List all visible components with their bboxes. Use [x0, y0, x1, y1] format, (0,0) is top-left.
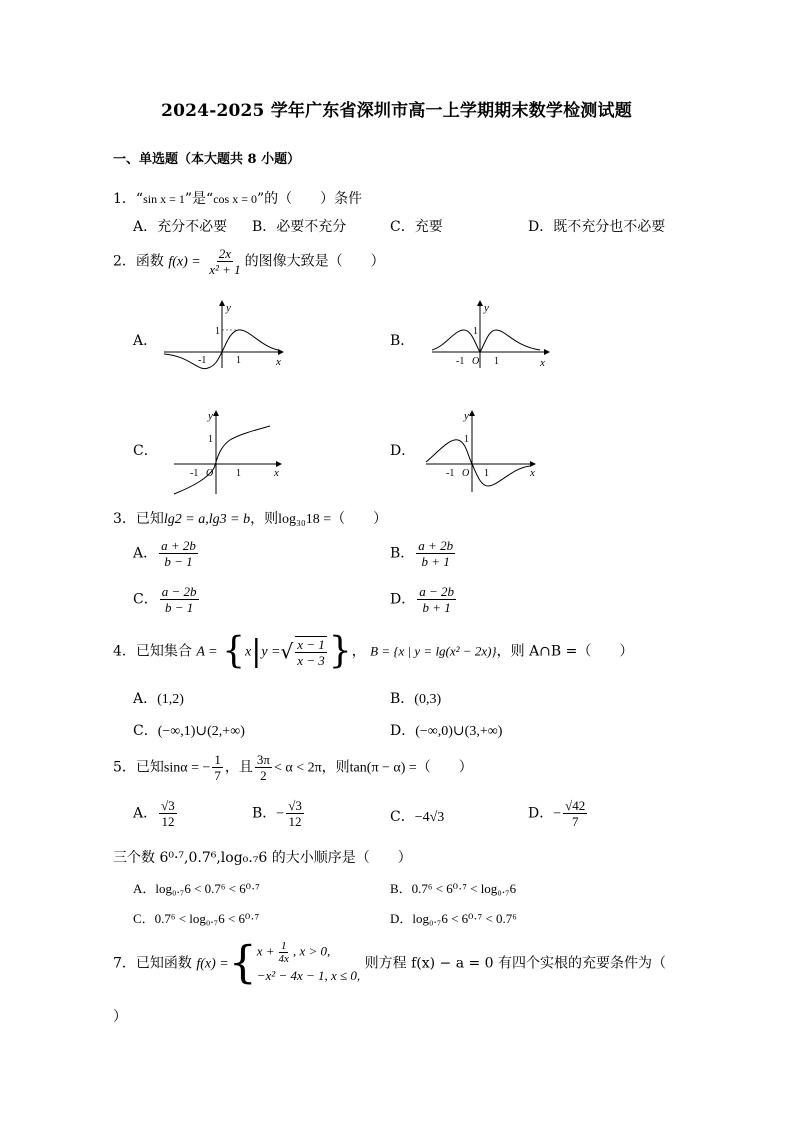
page-title: 2024-2025 学年广东省深圳市高一上学期期末数学检测试题	[161, 101, 632, 121]
q4-sep: ，	[351, 643, 366, 660]
section-heading: 一、单选题（本大题共 8 小题）	[113, 152, 301, 167]
q7-piece-1	[257, 940, 360, 965]
q5-given-frac	[212, 752, 223, 783]
q4-right-brace: }	[328, 630, 352, 672]
question-3	[113, 508, 387, 528]
graph-a-x-arrow	[278, 349, 284, 355]
q2-fx: f(x) =	[168, 254, 201, 270]
q1-stem-b: ”是“	[184, 191, 214, 207]
q5-range-frac	[255, 752, 272, 783]
q3-d-label: D．	[390, 591, 416, 608]
graph-d-tick-1x: 1	[484, 468, 489, 479]
q2-lead: 函数	[135, 253, 164, 270]
q4-setB: B = {x | y = lg(x² − 2x)}	[370, 643, 497, 659]
q2-tail: 的图像大致是（ ）	[244, 253, 385, 270]
q3-given: lg2 = a,lg3 = b	[163, 512, 251, 527]
q6-option-b[interactable]: B．0.7⁶ < 6⁰·⁷ < log₀.₇6	[390, 881, 517, 896]
graph-b	[428, 296, 558, 371]
q2-option-d[interactable]: D．	[390, 443, 416, 459]
q4-a-value: (1,2)	[157, 692, 184, 707]
q4-stem: 已知集合	[135, 643, 192, 660]
q3-option-b[interactable]	[390, 538, 457, 569]
q3-c-frac	[160, 584, 199, 615]
graph-b-tick-1x: 1	[494, 356, 499, 367]
q4-c-label: C．	[133, 723, 158, 739]
q5-option-d[interactable]	[528, 798, 589, 829]
q5-b-frac	[286, 798, 304, 829]
q2-number: 2．	[113, 253, 136, 270]
graph-d-tick-1y: 1	[464, 434, 469, 445]
graph-a-curve	[164, 330, 278, 369]
q3-stem: 已知	[135, 511, 164, 527]
graph-b-tick-m1: -1	[456, 356, 465, 367]
q5-d-den: 7	[571, 814, 579, 829]
q5-b-num: √3	[288, 798, 302, 813]
graph-b-origin: O	[472, 356, 480, 367]
q3-c-label: C．	[133, 591, 158, 608]
q1-stem-a: “	[135, 191, 144, 207]
q2-option-a[interactable]: A．	[133, 333, 158, 349]
q4-tail: ，则 A∩B =（ ）	[496, 643, 634, 660]
q1-sinx: sin x = 1	[143, 192, 185, 206]
q7-pieces	[257, 940, 360, 987]
graph-a-y-arrow	[219, 300, 225, 306]
q2-option-b[interactable]: B．	[390, 333, 415, 349]
q5-range-den: 2	[260, 768, 267, 783]
q4-c-value: (−∞,1)∪(2,+∞)	[157, 724, 245, 739]
q7-piece1-den: 4x	[278, 953, 289, 965]
q5-c-value: −4√3	[414, 810, 445, 825]
graph-a-y-label: y	[226, 302, 231, 314]
graph-b-curve	[432, 330, 540, 352]
graph-d	[422, 406, 546, 498]
q4-b-label: B．	[390, 691, 415, 707]
q5-option-c[interactable]	[390, 806, 444, 826]
q2-option-c[interactable]: C．	[133, 443, 158, 459]
q5-expr: tan(π − α) =	[349, 760, 417, 776]
q3-tail: （ ）	[331, 511, 388, 527]
q6-option-c[interactable]: C．0.7⁶ < log₀.₇6 < 6⁰·⁷	[133, 911, 260, 926]
q5-stem: 已知	[135, 759, 164, 776]
q3-b-frac	[416, 538, 455, 569]
q2-numerator: 2x	[218, 246, 232, 261]
graph-a	[160, 296, 290, 371]
question-5	[113, 752, 473, 783]
q7-piece1-frac	[277, 940, 291, 965]
graph-c-origin: O	[206, 468, 214, 479]
graph-c-x-label: x	[274, 467, 279, 479]
graph-c-y-label: y	[208, 410, 213, 422]
q5-given-den: 7	[214, 768, 221, 783]
graph-c-tick-1x: 1	[236, 468, 241, 479]
q3-d-den: b + 1	[422, 600, 451, 615]
q4-option-d[interactable]	[390, 720, 502, 740]
q1-option-b[interactable]: B．必要不充分	[252, 219, 347, 235]
graph-c-curve	[174, 426, 270, 494]
q3-log: log₃₀18 =	[278, 512, 332, 527]
q5-option-b[interactable]	[252, 798, 306, 829]
q5-given: sinα = −	[163, 760, 211, 776]
q5-a-num: √3	[161, 798, 175, 813]
question-6: 三个数 6⁰·⁷,0.7⁶,log₀.₇6 的大小顺序是（ ）	[113, 850, 412, 866]
q3-d-num: a − 2b	[419, 584, 455, 599]
graph-c	[170, 406, 290, 498]
q5-tail: （ ）	[416, 759, 473, 776]
q5-b-label: B．	[252, 805, 277, 822]
q7-piece1-b: , x > 0,	[292, 943, 331, 959]
q3-a-den: b − 1	[164, 554, 193, 569]
q1-option-a[interactable]: A．充分不必要	[133, 219, 228, 235]
q7-brace: {	[228, 937, 257, 989]
q5-c-label: C．	[390, 809, 415, 825]
question-7	[113, 937, 667, 989]
q4-setA-frac	[295, 636, 327, 668]
q4-b-value: (0,3)	[414, 692, 442, 707]
q5-and: ，且	[224, 759, 253, 776]
question-4: 4．已知集合 A = {x|y =√ $\frac{x - 1}{x - 3}$ }， B = {x | y = lg(x² − 2x)}，则 A∩B =（ ）	[113, 630, 634, 672]
graph-a-tick-m1: -1	[198, 355, 207, 366]
graph-a-x-label: x	[276, 356, 281, 368]
q3-b-den: b + 1	[421, 554, 450, 569]
q7-piece1-a: x +	[256, 943, 275, 959]
q3-then: ，则	[250, 511, 279, 527]
q1-option-c[interactable]: C．充要	[390, 219, 443, 235]
q3-a-num: a + 2b	[161, 538, 196, 553]
q1-stem-c: ”的（ ）条件	[256, 191, 363, 207]
q5-then: ，则	[321, 759, 350, 776]
q4-setA-y: y =	[261, 644, 281, 660]
q7-stem: 已知函数	[135, 955, 192, 972]
q4-setA-den: x − 3	[297, 652, 325, 668]
q4-setA-x: x	[244, 644, 252, 660]
q7-piece-2: −x² − 4x − 1, x ≤ 0,	[256, 968, 361, 983]
graph-b-x-label: x	[540, 357, 545, 369]
q5-a-den: 12	[161, 814, 175, 829]
q4-option-c[interactable]	[133, 720, 245, 740]
graph-b-y-label: y	[484, 302, 489, 314]
graph-b-tick-1y: 1	[473, 326, 478, 337]
q5-b-den: 12	[288, 814, 302, 829]
q5-a-label: A．	[133, 805, 158, 822]
q3-b-num: a + 2b	[418, 538, 454, 553]
q5-given-num: 1	[214, 752, 221, 767]
graph-a-tick-1x: 1	[236, 355, 241, 366]
graph-d-y-arrow	[469, 410, 475, 416]
q3-d-frac	[417, 584, 456, 615]
q3-option-a[interactable]	[133, 538, 200, 569]
graph-d-y-label: y	[464, 410, 469, 422]
q7-number: 7．	[113, 955, 136, 972]
q5-d-num: √42	[565, 798, 586, 813]
q2-denominator: x² + 1	[209, 262, 241, 277]
graph-d-origin: O	[462, 468, 470, 479]
q5-d-label: D．	[528, 805, 554, 822]
graph-d-x-label: x	[530, 467, 535, 479]
q7-tail: 则方程 f(x) − a = 0 有四个实根的充要条件为（	[364, 955, 667, 972]
q3-b-label: B．	[390, 545, 415, 562]
graph-c-y-arrow	[213, 410, 219, 416]
q2-fraction	[207, 246, 242, 277]
q5-d-frac	[563, 798, 587, 829]
graph-d-tick-m1: -1	[446, 468, 455, 479]
q7-close-paren: ）	[113, 1009, 127, 1025]
q6-option-d[interactable]: D．log₀.₇6 < 6⁰·⁷ < 0.7⁶	[390, 911, 517, 926]
q6-option-a[interactable]: A．log₀.₇6 < 0.7⁶ < 6⁰·⁷	[133, 881, 260, 896]
q1-cosx: cos x = 0	[213, 192, 257, 206]
q4-d-label: D．	[390, 723, 416, 739]
q5-number: 5．	[113, 759, 136, 776]
q4-option-a[interactable]	[133, 688, 184, 708]
q7-fx: f(x) =	[196, 956, 229, 972]
q4-left-brace: {	[222, 630, 245, 672]
q3-number: 3．	[113, 511, 136, 527]
q4-setA-lhs: A =	[196, 644, 218, 660]
q1-option-d[interactable]: D．既不充分也不必要	[528, 219, 666, 235]
q4-number: 4．	[113, 643, 136, 660]
q5-a-frac	[159, 798, 177, 829]
graph-c-tick-1y: 1	[208, 434, 213, 445]
q3-c-den: b − 1	[164, 600, 194, 615]
q4-a-label: A．	[133, 691, 158, 707]
q5-option-a[interactable]	[133, 798, 179, 829]
q4-setA-num: x − 1	[297, 636, 325, 652]
question-2	[113, 246, 385, 277]
q3-a-label: A．	[133, 545, 158, 562]
q7-piece1-num: 1	[280, 940, 287, 952]
graph-b-x-arrow	[544, 349, 550, 355]
graph-d-curve	[426, 440, 530, 486]
q3-option-c[interactable]	[133, 584, 201, 615]
graph-b-y-arrow	[477, 300, 483, 306]
q3-option-d[interactable]	[390, 584, 458, 615]
q4-d-value: (−∞,0)∪(3,+∞)	[415, 724, 503, 739]
q4-option-b[interactable]	[390, 688, 441, 708]
q3-c-num: a − 2b	[161, 584, 197, 599]
q1-number: 1．	[113, 191, 136, 207]
q5-b-sign: −	[276, 806, 285, 822]
q5-range-num: 3π	[256, 752, 270, 767]
q5-d-sign: −	[553, 806, 562, 822]
question-1	[113, 188, 362, 208]
graph-a-tick-1y: 1	[215, 326, 220, 337]
graph-c-tick-m1: -1	[190, 468, 199, 479]
q5-range-tail: < α < 2π	[273, 760, 322, 776]
q3-a-frac	[159, 538, 198, 569]
